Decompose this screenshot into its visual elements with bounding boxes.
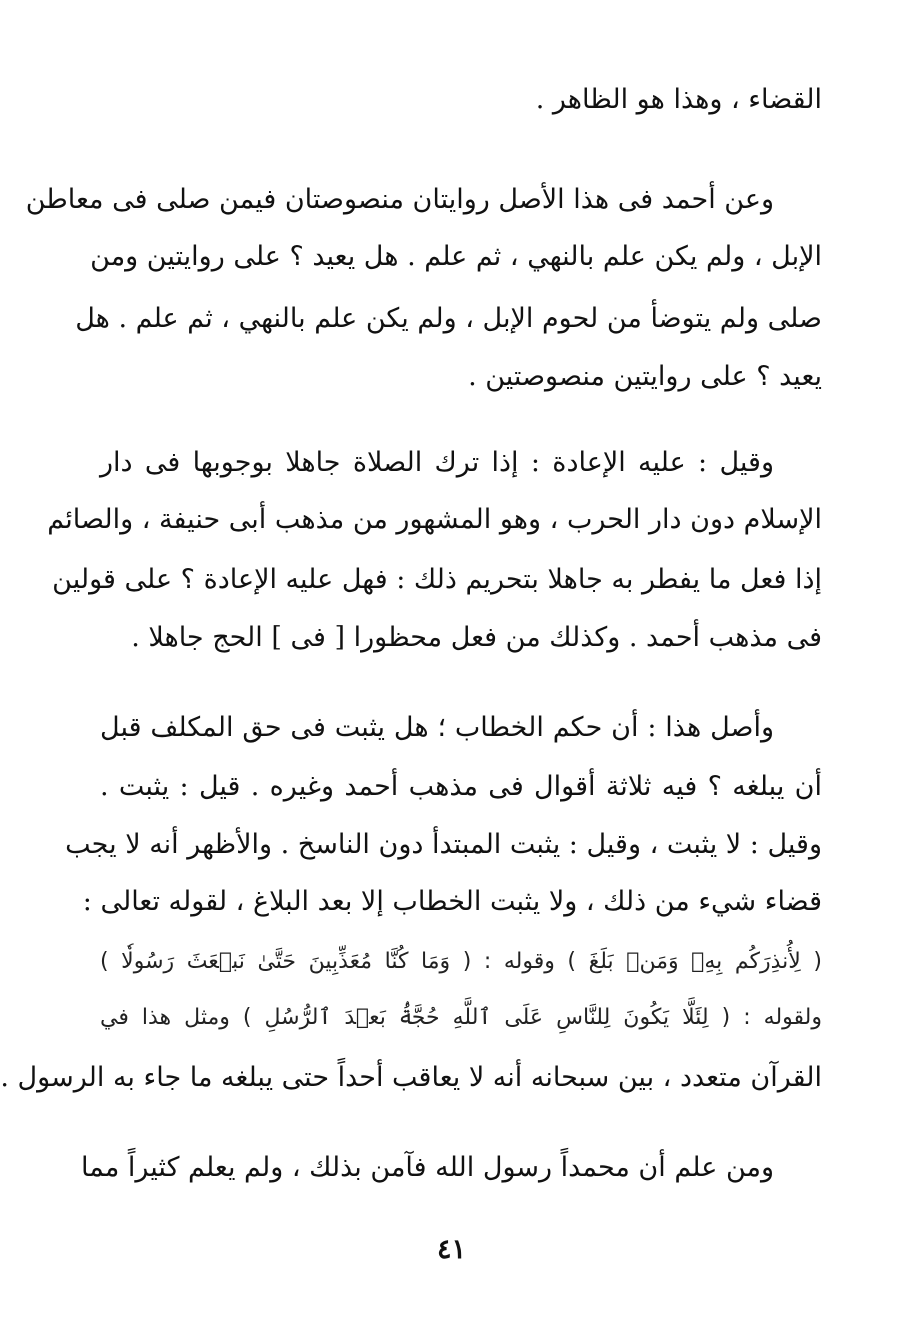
text-line-6: وقيل : عليه الإعادة : إذا ترك الصلاة جاهلا بوجوبها فى دار bbox=[100, 447, 774, 478]
text-line-11: أن يبلغه ؟ فيه ثلاثة أقوال فى مذهب أحمد وغيره . قيل : يثبت . bbox=[100, 771, 822, 802]
text-line-13: قضاء شيء من ذلك ، ولا يثبت الخطاب إلا بعد البلاغ ، لقوله تعالى : bbox=[82, 886, 822, 917]
text-line-2: وعن أحمد فى هذا الأصل روايتان منصوصتان فيمن صلى فى معاطن bbox=[25, 184, 774, 215]
text-line-7: الإسلام دون دار الحرب ، وهو المشهور من مذهب أبى حنيفة ، والصائم bbox=[47, 504, 822, 535]
text-line-8: إذا فعل ما يفطر به جاهلا بتحريم ذلك : فهل عليه الإعادة ؟ على قولين bbox=[52, 564, 822, 595]
text-line-10: وأصل هذا : أن حكم الخطاب ؛ هل يثبت فى حق المكلف قبل bbox=[100, 712, 774, 743]
text-line-12: وقيل : لا يثبت ، وقيل : يثبت المبتدأ دون الناسخ . والأظهر أنه لا يجب bbox=[65, 829, 822, 860]
text-line-3: الإبل ، ولم يكن علم بالنهي ، ثم علم . هل يعيد ؟ على روايتين ومن bbox=[90, 241, 822, 272]
text-line-4: صلى ولم يتوضأ من لحوم الإبل ، ولم يكن علم بالنهي ، ثم علم . هل bbox=[75, 303, 822, 334]
text-line-16: القرآن متعدد ، بين سبحانه أنه لا يعاقب أحداً حتى يبلغه ما جاء به الرسول . bbox=[0, 1062, 822, 1093]
quran-verse-line: ( لِأُنذِرَكُم بِهِۦ وَمَنۢ بَلَغَ ) وقوله : ( وَمَا كُنَّا مُعَذِّبِينَ حَتَّىٰ نَبۡعَثَ رَسُولٗا ) bbox=[100, 949, 822, 974]
quran-verse-line-2: ولقوله : ( لِئَلَّا يَكُونَ لِلنَّاسِ عَلَى ٱللَّهِ حُجَّةُۢ بَعۡدَ ٱلرُّسُلِ ) ومثل هذا في bbox=[100, 1005, 822, 1030]
text-line-17: ومن علم أن محمداً رسول الله فآمن بذلك ، ولم يعلم كثيراً مما bbox=[81, 1152, 774, 1183]
text-line-9: فى مذهب أحمد . وكذلك من فعل محظورا [ فى ] الحج جاهلا . bbox=[131, 622, 822, 653]
page-number: ٤١ bbox=[436, 1234, 466, 1265]
text-line-5: يعيد ؟ على روايتين منصوصتين . bbox=[468, 361, 822, 392]
text-line-1: القضاء ، وهذا هو الظاهر . bbox=[535, 84, 822, 115]
